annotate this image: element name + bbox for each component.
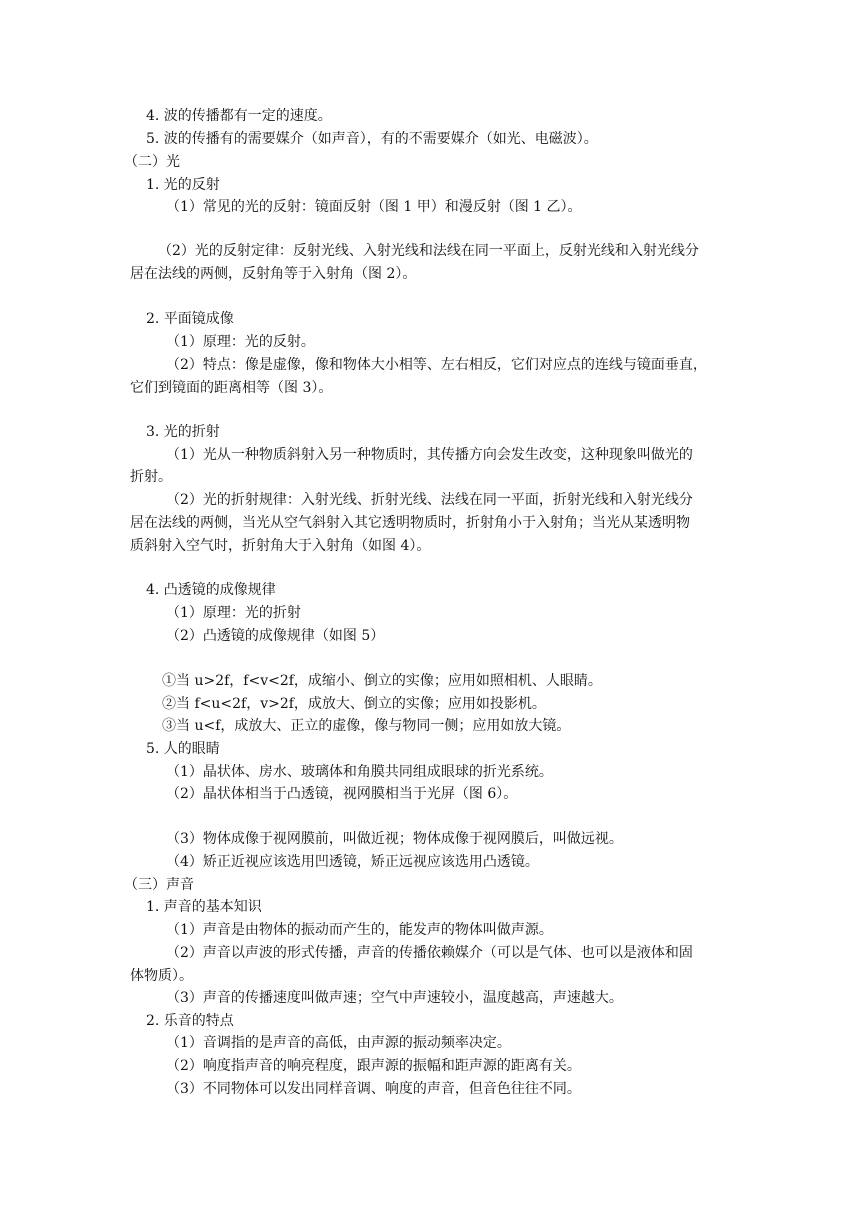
musical-sound-item-3: （3）不同物体可以发出同样音调、响度的声音，但音色往往不同。 bbox=[166, 1081, 581, 1097]
lens-rule-2: ②当 f<u<2f，v>2f，成放大、倒立的实像；应用如投影机。 bbox=[162, 696, 546, 712]
eye-item-4: （4）矫正近视应该选用凹透镜，矫正远视应该选用凸透镜。 bbox=[166, 854, 539, 870]
reflection-item-2-line-2: 居在法线的两侧，反射角等于入射角（图 2）。 bbox=[130, 266, 417, 282]
reflection-item-1: （1）常见的光的反射：镜面反射（图 1 甲）和漫反射（图 1 乙）。 bbox=[166, 199, 582, 215]
refraction-item-1-line-1: （1）光从一种物质斜射入另一种物质时，其传播方向会发生改变，这种现象叫做光的 bbox=[166, 447, 693, 463]
subheading-reflection: 1. 光的反射 bbox=[146, 177, 220, 193]
plane-mirror-item-2-line-1: （2）特点：像是虚像，像和物体大小相等、左右相反，它们对应点的连线与镜面垂直， bbox=[166, 357, 707, 373]
sound-basics-item-2-line-2: 体物质）。 bbox=[130, 968, 193, 984]
convex-lens-item-2: （2）凸透镜的成像规律（如图 5） bbox=[166, 628, 385, 644]
subheading-eye: 5. 人的眼睛 bbox=[146, 741, 220, 757]
subheading-convex-lens: 4. 凸透镜的成像规律 bbox=[146, 582, 276, 598]
eye-item-1: （1）晶状体、房水、玻璃体和角膜共同组成眼球的折光系统。 bbox=[166, 764, 553, 780]
refraction-item-2-line-1: （2）光的折射规律：入射光线、折射光线、法线在同一平面，折射光线和入射光线分 bbox=[166, 492, 693, 508]
subheading-plane-mirror: 2. 平面镜成像 bbox=[146, 311, 234, 327]
refraction-item-2-line-3: 质斜射入空气时，折射角大于入射角（如图 4）。 bbox=[130, 538, 431, 554]
sound-basics-item-1: （1）声音是由物体的振动而产生的，能发声的物体叫做声源。 bbox=[166, 922, 553, 938]
section-heading-sound: （三）声音 bbox=[124, 877, 194, 893]
eye-item-2: （2）晶状体相当于凸透镜，视网膜相当于光屏（图 6）。 bbox=[166, 786, 518, 802]
plane-mirror-item-1: （1）原理：光的反射。 bbox=[166, 334, 315, 350]
sound-basics-item-2-line-1: （2）声音以声波的形式传播，声音的传播依赖媒介（可以是气体、也可以是液体和固 bbox=[166, 945, 693, 961]
subheading-refraction: 3. 光的折射 bbox=[146, 424, 220, 440]
musical-sound-item-1: （1）音调指的是声音的高低，由声源的振动频率决定。 bbox=[166, 1035, 511, 1051]
refraction-item-1-line-2: 折射。 bbox=[130, 469, 172, 485]
lens-rule-3: ③当 u<f，成放大、正立的虚像，像与物同一侧；应用如放大镜。 bbox=[162, 718, 571, 734]
wave-point-4: 4. 波的传播都有一定的速度。 bbox=[146, 108, 332, 124]
reflection-item-2-line-1: （2）光的反射定律：反射光线、入射光线和法线在同一平面上，反射光线和入射光线分 bbox=[158, 243, 699, 259]
refraction-item-2-line-2: 居在法线的两侧，当光从空气斜射入其它透明物质时，折射角小于入射角；当光从某透明物 bbox=[130, 515, 690, 531]
sound-basics-item-3: （3）声音的传播速度叫做声速；空气中声速较小，温度越高，声速越大。 bbox=[166, 990, 623, 1006]
musical-sound-item-2: （2）响度指声音的响亮程度，跟声源的振幅和距声源的距离有关。 bbox=[166, 1058, 581, 1074]
wave-point-5: 5. 波的传播有的需要媒介（如声音），有的不需要媒介（如光、电磁波）。 bbox=[146, 131, 598, 147]
plane-mirror-item-2-line-2: 它们到镜面的距离相等（图 3）。 bbox=[130, 380, 333, 396]
convex-lens-item-1: （1）原理：光的折射 bbox=[166, 605, 301, 621]
subheading-sound-basics: 1. 声音的基本知识 bbox=[146, 899, 262, 915]
lens-rule-1: ①当 u>2f，f<v<2f，成缩小、倒立的实像；应用如照相机、人眼睛。 bbox=[162, 673, 602, 689]
section-heading-light: （二）光 bbox=[124, 154, 180, 170]
eye-item-3: （3）物体成像于视网膜前，叫做近视；物体成像于视网膜后，叫做远视。 bbox=[166, 831, 623, 847]
subheading-musical-sound: 2. 乐音的特点 bbox=[146, 1013, 234, 1029]
